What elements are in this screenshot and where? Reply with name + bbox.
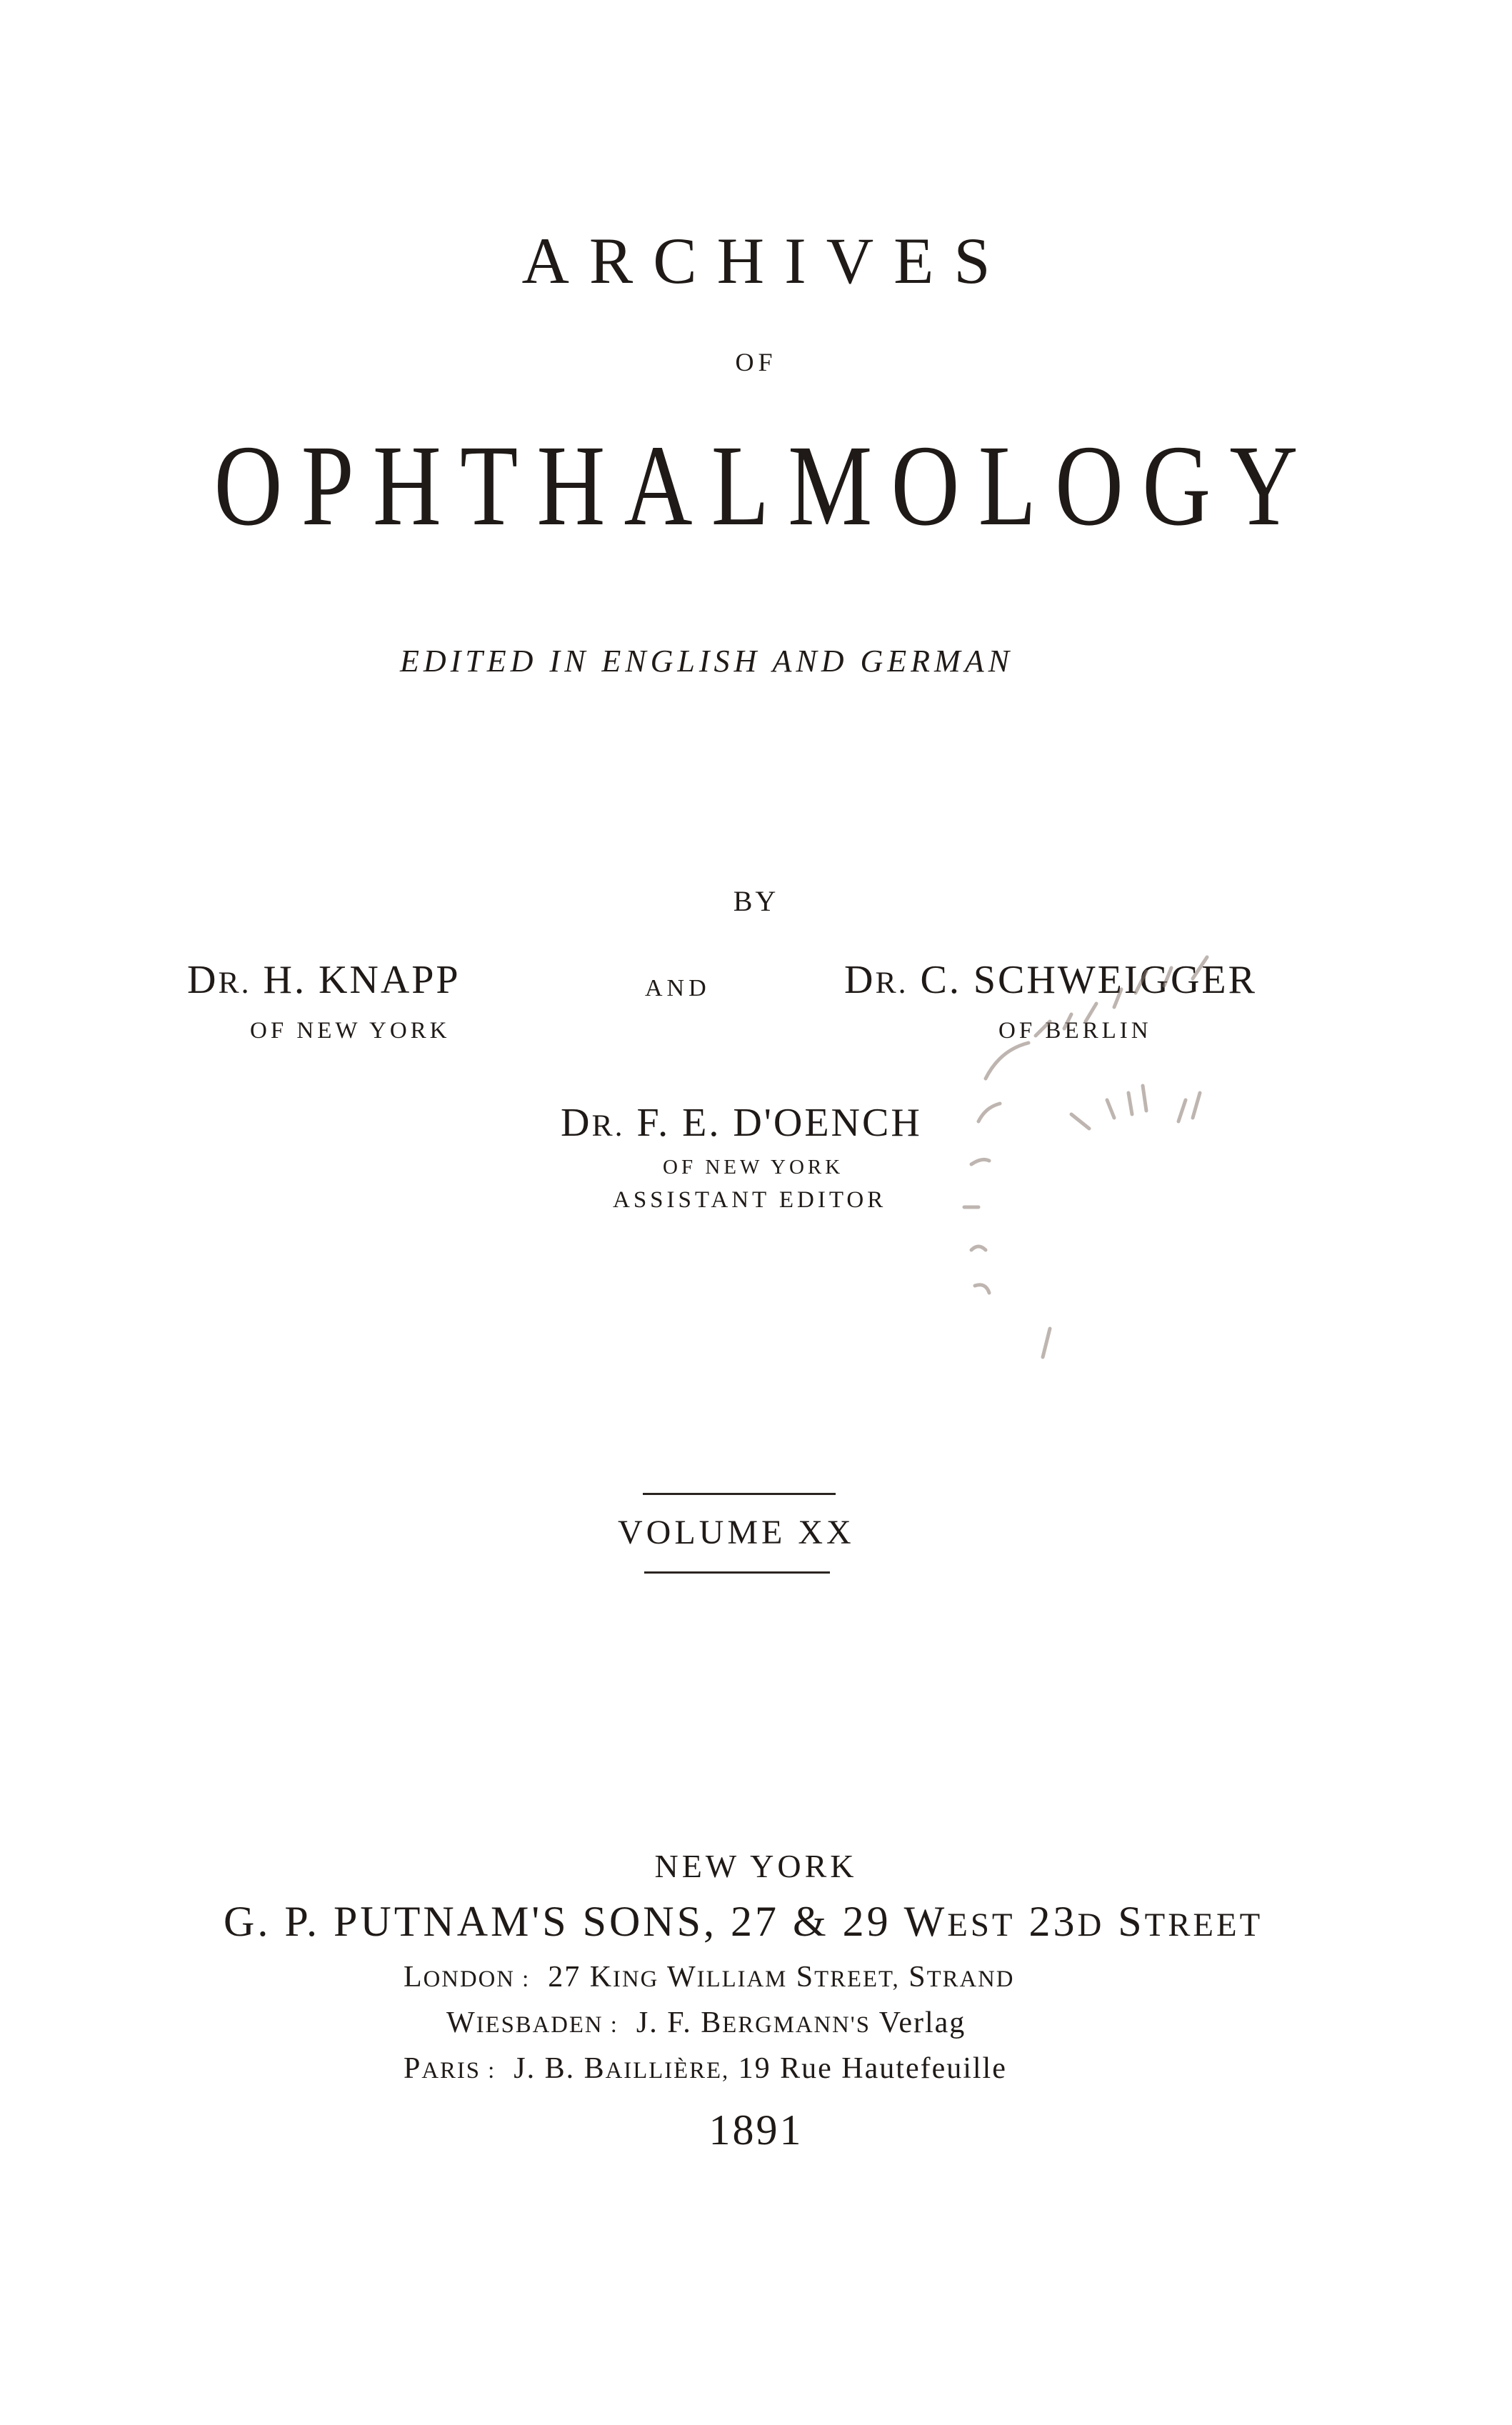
publication-year: 1891	[709, 2106, 803, 2154]
london-illiam: ILLIAM	[696, 1966, 788, 1992]
publisher-wiesbaden-line	[446, 2006, 966, 2040]
london-ing: ING	[613, 1966, 659, 1992]
paris-label-rest: ARIS :	[421, 2058, 496, 2084]
volume-label: VOLUME XX	[618, 1514, 855, 1551]
editor-doench-place: OF NEW YORK	[663, 1156, 844, 1179]
paris-p: P	[404, 2052, 422, 2085]
title-ophthalmology: OPHTHALMOLOGY	[214, 422, 1317, 550]
editor-doench-role: ASSISTANT EDITOR	[613, 1187, 887, 1213]
editor-knapp-place: OF NEW YORK	[250, 1018, 451, 1044]
publisher-address-w: W	[903, 1898, 948, 1945]
editor-schweigger-prefix-rest: R.	[875, 966, 908, 1000]
editor-knapp-prefix-initial: D	[187, 958, 219, 1002]
publisher-address-s: S	[1118, 1898, 1145, 1945]
editor-schweigger-place: OF BERLIN	[998, 1018, 1152, 1044]
wiesbaden-b: B	[701, 2006, 723, 2039]
title-of: OF	[735, 348, 777, 376]
publisher-address-treet: TREET	[1144, 1906, 1263, 1944]
london-treet: TREET,	[814, 1966, 900, 1992]
editor-doench-name	[561, 1100, 922, 1146]
paris-jb: J. B.	[514, 2052, 576, 2085]
publisher-paris-line	[404, 2051, 1007, 2086]
editor-doench-prefix-rest: R.	[591, 1109, 625, 1143]
london-l: L	[404, 1961, 424, 1994]
by-label: BY	[733, 885, 779, 917]
london-s2: S	[908, 1961, 927, 1994]
editor-doench-label: F. E. D'OENCH	[636, 1101, 922, 1145]
editor-schweigger-prefix-initial: D	[844, 958, 876, 1002]
publisher-address-est: EST	[947, 1906, 1016, 1944]
london-w: W	[667, 1961, 697, 1994]
publisher-address-23: 23	[1028, 1898, 1078, 1945]
publisher-line	[224, 1897, 1263, 1946]
publisher-city: NEW YORK	[654, 1848, 858, 1884]
london-num: 27	[548, 1961, 581, 1994]
wiesbaden-jf: J. F.	[636, 2006, 692, 2039]
london-s: S	[796, 1961, 815, 1994]
publisher-name: G. P. PUTNAM'S SONS,	[224, 1898, 717, 1945]
editor-doench-prefix-initial: D	[561, 1101, 592, 1145]
title-archives: ARCHIVES	[521, 224, 1011, 297]
london-trand: TRAND	[926, 1966, 1015, 1992]
subtitle-edited: EDITED IN ENGLISH AND GERMAN	[400, 644, 1013, 679]
and-label: AND	[645, 975, 711, 1001]
wiesbaden-verlag: Verlag	[878, 2006, 966, 2039]
publisher-address-d: D	[1077, 1906, 1105, 1944]
wiesbaden-ergmann: ERGMANN'S	[722, 2012, 871, 2038]
paris-b: B	[584, 2052, 606, 2085]
wiesbaden-label-rest: IESBADEN :	[476, 2012, 619, 2038]
london-label-rest: ONDON :	[423, 1966, 531, 1992]
editor-schweigger-label: C. SCHWEIGGER	[920, 958, 1257, 1002]
publisher-address-numbers: 27 & 29	[731, 1898, 891, 1945]
paris-ailliere: AILLIÈRE,	[605, 2058, 730, 2084]
volume-rule-top	[643, 1493, 836, 1495]
editor-knapp-label: H. KNAPP	[263, 958, 461, 1002]
publisher-london-line	[404, 1960, 1014, 1994]
london-k: K	[589, 1961, 614, 1994]
volume-rule-bottom	[644, 1571, 830, 1574]
editor-knapp-prefix-rest: R.	[218, 966, 251, 1000]
wiesbaden-w: W	[446, 2006, 476, 2039]
library-stamp-mark	[921, 950, 1321, 1393]
editor-knapp-name	[187, 957, 461, 1003]
paris-address: 19 Rue Hautefeuille	[738, 2052, 1007, 2085]
